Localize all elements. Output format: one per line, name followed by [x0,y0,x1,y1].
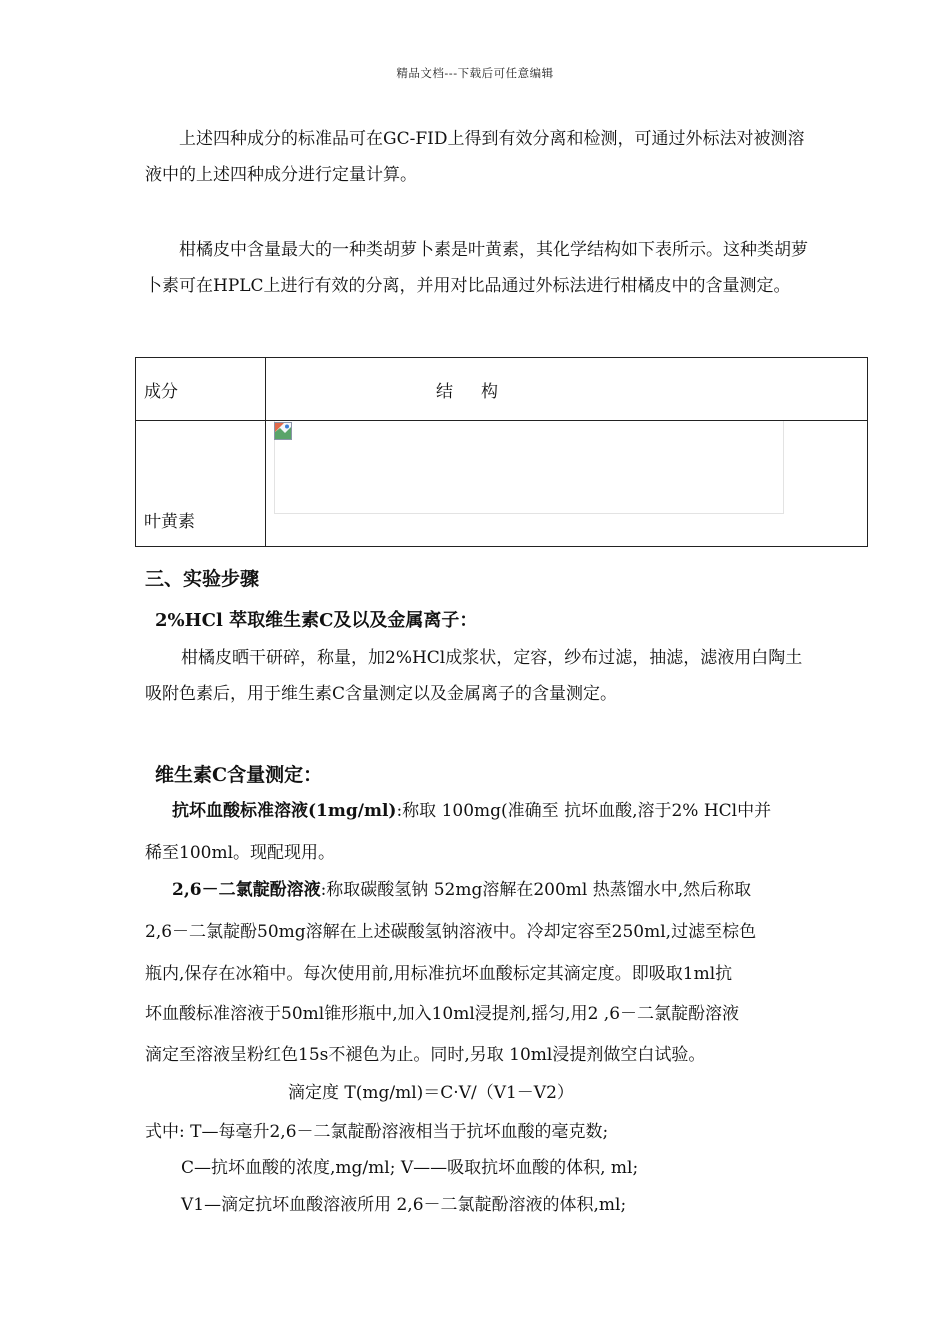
ascorbic-std-desc: :称取 100mg(准确至 抗坏血酸,溶于2% HCl中并 [396,801,772,821]
col-header-component: 成分 [136,358,266,421]
col-header-structure: 结构 [266,358,868,421]
structure-table [135,357,868,547]
table-row [136,421,868,547]
dcpip-line [172,872,751,908]
intro-text-1: 上述四种成分的标准品可在GC-FID上得到有效分离和检测，可通过外标法对被测溶液中的上述四种成分进行定量计算。 [145,129,805,185]
row-name-lutein: 叶黄素 [136,421,266,547]
definition-line: V1—滴定抗坏血酸溶液所用 2,6－二氯靛酚溶液的体积,ml; [181,1195,627,1215]
ascorbic-std-term: 抗坏血酸标准溶液(1mg/ml) [172,801,397,821]
section-title: 三、实验步骤 [145,568,260,590]
ascorbic-std-line [172,793,771,829]
text-line: 2,6－二氯靛酚50mg溶解在上述碳酸氢钠溶液中。冷却定容至250ml,过滤至棕色 [145,922,757,942]
definition-line: 式中: T—每毫升2,6－二氯靛酚溶液相当于抗坏血酸的毫克数; [145,1122,609,1142]
titer-formula: 滴定度 T(mg/ml)＝C·V/（V1－V2） [288,1083,574,1103]
table-header-row [136,358,868,421]
intro-text-2: 柑橘皮中含量最大的一种类胡萝卜素是叶黄素，其化学结构如下表所示。这种类胡萝卜素可在HPLC上进行有效的分离，并用对比品通过外标法进行柑橘皮中的含量测定。 [145,240,808,296]
subsection-title-vitamin-c: 维生素C含量测定： [155,764,323,786]
text-line: 稀至100ml。现配现用。 [145,843,336,863]
text-line: 滴定至溶液呈粉红色15s不褪色为止。同时,另取 10ml浸提剂做空白试验。 [145,1045,706,1065]
intro-paragraph-2 [145,232,810,304]
structure-image-placeholder [274,421,784,514]
text-line: 坏血酸标准溶液于50ml锥形瓶中,加入10ml浸提剂,摇匀,用2 ,6－二氯靛酚溶液 [145,1004,740,1024]
page-header: 精品文档---下载后可任意编辑 [396,66,554,80]
intro-paragraph-1 [145,121,810,193]
structure-cell [266,421,868,547]
broken-image-icon [274,422,292,440]
hcl-extraction-paragraph [145,640,810,712]
dcpip-term: 2,6－二氯靛酚溶液 [172,880,321,900]
subsection-title-hcl-extraction: 2%HCl 萃取维生素C及以及金属离子： [155,610,478,631]
dcpip-desc: :称取碳酸氢钠 52mg溶解在200ml 热蒸馏水中,然后称取 [320,880,752,900]
definition-line: C—抗坏血酸的浓度,mg/ml; V——吸取抗坏血酸的体积, ml; [181,1158,639,1178]
text-line: 瓶内,保存在冰箱中。每次使用前,用标准抗坏血酸标定其滴定度。即吸取1ml抗 [145,964,733,984]
hcl-extraction-text: 柑橘皮晒干研碎，称量，加2%HCl成浆状，定容，纱布过滤，抽滤，滤液用白陶土吸附色素后，用于维生素C含量测定以及金属离子的含量测定。 [145,648,803,704]
